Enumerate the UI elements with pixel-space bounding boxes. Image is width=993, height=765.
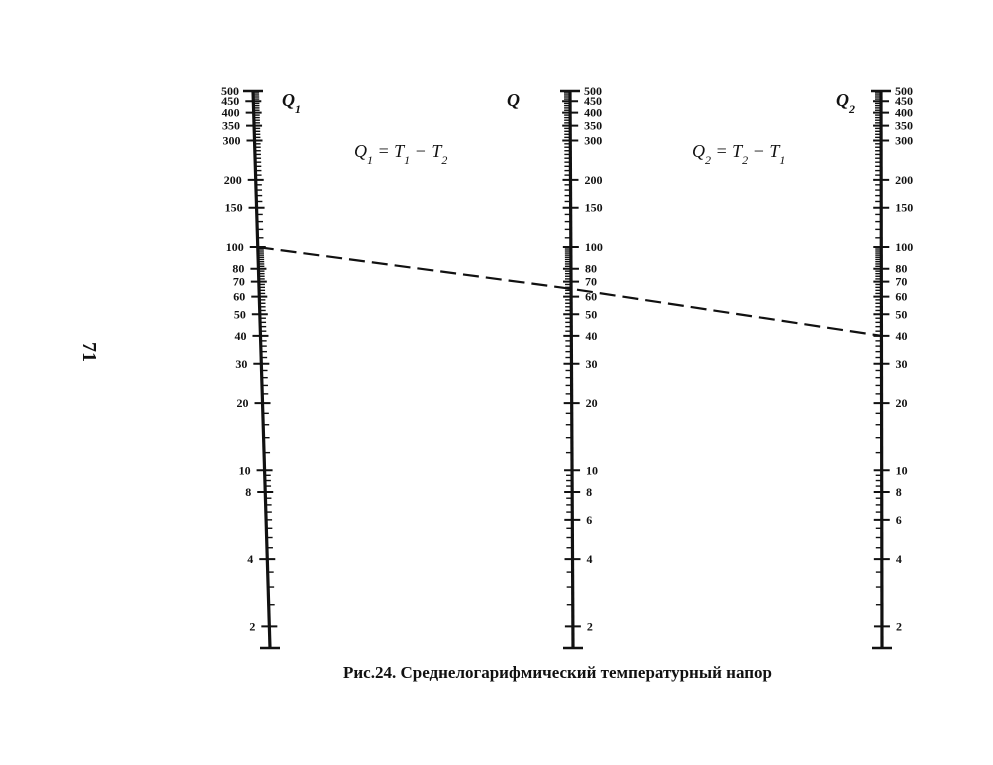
scale-q-tick-label: 400 [584,105,603,120]
scale-q2-tick-label: 450 [895,94,914,109]
scale-q1-tick-label: 200 [223,172,242,187]
scale-q2-tick-label: 350 [895,118,914,133]
scale-q2-tick-label: 60 [895,289,908,304]
page-number: 71 [78,342,100,362]
scale-q-tick-label: 150 [584,200,603,215]
scale-q1-tick-label: 300 [222,133,241,148]
scale-q-tick-label: 100 [584,240,603,255]
scale-q-tick-label: 80 [584,261,597,276]
scale-q1-tick-label: 50 [233,307,246,322]
scale-q1 [221,84,280,648]
scale-q1-tick-label: 500 [221,84,239,98]
scale-q2-tick-label: 6 [895,512,902,527]
scale-q2-tick-label: 50 [895,307,908,322]
scale-q2-tick-label: 30 [895,356,908,371]
scale-q2-tick-label: 200 [895,172,914,187]
scale-q2-tick-label: 300 [895,133,914,148]
scale-q2-tick-label: 500 [895,84,913,98]
scale-q2 [871,84,913,648]
scale-q-tick-label: 10 [586,463,599,478]
scale-q-tick-label: 2 [586,619,593,634]
scale-q-tick-label: 350 [584,118,603,133]
scale-q1-tick-label: 30 [235,356,248,371]
scale-q1-tick-label: 8 [245,484,252,499]
scale-q1-tick-label: 150 [224,200,243,215]
scale-q1-tick-label: 70 [232,274,245,289]
scale-q2-tick-label: 10 [895,463,908,478]
scale-q2-tick-label: 4 [895,552,902,567]
scale-q1-tick-label: 80 [232,261,245,276]
figure-caption: Рис.24. Среднелогарифмический температурный напор [343,663,772,682]
scale-q-tick-label: 40 [585,328,598,343]
scale-q1-tick-label: 400 [221,105,240,120]
scale-q1-tick-label: 40 [234,328,247,343]
scale-q1-tick-label: 4 [247,552,254,567]
scale-q-tick-label: 70 [585,274,598,289]
scale-q2-tick-label: 20 [895,396,908,411]
scale-q2-tick-label: 80 [895,261,908,276]
scale-q1-tick-label: 20 [236,396,249,411]
scale-q-tick-label: 4 [586,552,593,567]
scale-q-title: Q [507,90,520,110]
scale-q2-tick-label: 70 [895,274,908,289]
scale-q-tick-label: 8 [586,484,593,499]
scale-q2-title: $Q_2$ [836,90,855,116]
scale-q-tick-label: 200 [584,172,603,187]
scale-q-tick-label: 300 [584,133,603,148]
scale-q2-tick-label: 100 [895,240,914,255]
scale-q-tick-label: 6 [586,512,593,527]
scale-q1-tick-label: 2 [249,619,256,634]
scale-q2-tick-label: 8 [895,484,902,499]
scale-q1-tick-label: 450 [221,94,240,109]
scale-q1-tick-label: 350 [222,118,241,133]
scale-q-tick-label: 20 [585,396,598,411]
scale-q2-tick-label: 40 [895,328,908,343]
scale-q2-tick-label: 400 [895,105,914,120]
formula-q2: $Q_2 = T_2 - T_1$ [692,141,786,167]
scale-q [560,84,603,648]
formula-q1: $Q_1 = T_1 - T_2$ [354,141,448,167]
scale-q1-title: $Q_1$ [282,90,301,116]
scale-q-tick-label: 500 [584,84,602,98]
scale-q1-tick-label: 60 [233,289,246,304]
scale-q-tick-label: 50 [585,307,598,322]
scale-q-tick-label: 30 [585,356,598,371]
scale-q1-tick-label: 100 [225,240,244,255]
scale-q-tick-label: 60 [585,289,598,304]
scale-q2-tick-label: 150 [895,200,914,215]
scale-q1-tick-label: 10 [238,463,251,478]
scale-q2-tick-label: 2 [895,619,902,634]
scale-q-tick-label: 450 [584,94,603,109]
